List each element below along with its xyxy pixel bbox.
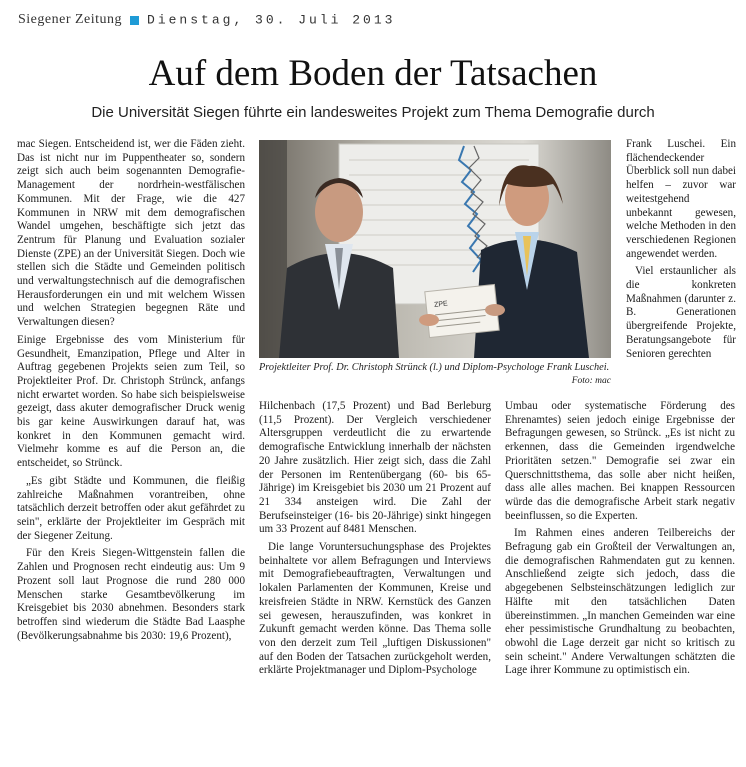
photo-illustration — [259, 140, 611, 358]
article-column-1 — [17, 138, 245, 643]
square-icon — [130, 16, 139, 25]
subheadline: Die Universität Siegen führte ein landesweites Projekt zum Thema Demografie durch — [91, 104, 655, 121]
photo-caption — [259, 362, 611, 387]
paragraph: Im Rahmen eines anderen Teilbereichs der Befragung gab ein Großteil der Verwaltungen an, die demografischen Rahmendaten gut zu kennen. Anschließend zeigte sich jedoch, dass die abgegebenen Selbsteinschätzungen lediglich zur Hälfte mit den tatsächlichen Daten übereinstimmen. „In manchen Gemeinden war eine eher pessimistische Grundhaltung zu beobachten, obwohl die Lage derzeit gar nicht so kritisch zu sein scheint." Andere Verwaltungen schätzten die Lage ihrer Kommune zu optimistisch ein. — [505, 527, 735, 677]
masthead — [18, 12, 728, 34]
caption-text: Projektleiter Prof. Dr. Christoph Strünck (l.) und Diplom-Psychologe Frank Luschei. — [259, 362, 610, 373]
article-photo — [259, 140, 611, 358]
headline: Auf dem Boden der Tatsachen — [148, 53, 598, 94]
paragraph: Frank Luschei. Ein flächendeckender Überblick soll nun dabei helfen – zuvor war weitestgehend unbekannt gewesen, welche Methoden in den verschiedenen Regionen angewendet werden. — [626, 138, 736, 260]
photo-credit: Foto: mac — [571, 375, 611, 386]
article-column-3 — [505, 400, 735, 678]
paragraph: Die lange Voruntersuchungsphase des Projektes beinhaltete vor allem Befragungen und Interviews mit Demografiebeauftragten, Verwaltungen und lokalen Parlamenten der Kommunen, Kreise und kreisfreien Städte in NRW. Kernstück des Ganzen sei gewesen, herauszufinden, was konkret in Zukunft gemacht werden könne. Das Thema solle von den derzeit zum Teil „luftigen Diskussionen" auf den Boden der Tatsachen zurückgeholt werden, erklärte Projektmanager und Diplom-Psychologe — [259, 541, 491, 677]
article-column-2 — [259, 400, 491, 678]
paragraph: Einige Ergebnisse des vom Ministerium für Gesundheit, Emanzipation, Pflege und Alter in Auftrag gegebenen Projekts seien zum Teil, so Projektleiter Prof. Dr. Christoph Strünck, anfangs nicht erwartet worden. So habe sich beispielsweise gezeigt, dass akuter demografischer Druck wenig bis gar keine Auswirkungen darauf hat, was konkret in den Kommunen gemacht wird. Vielmehr komme es auf die Person an, die entscheidet, so Strünck. — [17, 333, 245, 470]
certificate-title: ZPE — [433, 300, 449, 309]
paper-name: Siegener Zeitung — [18, 12, 123, 27]
paragraph: Viel erstaunlicher als die konkreten Maßnahmen (darunter z. B. Generationen übergreifende Projekte, Beratungsangebote für Senioren gerechten — [626, 265, 736, 360]
paragraph: mac Siegen. Entscheidend ist, wer die Fäden zieht. Das ist nicht nur im Puppentheater so, sondern zeigt sich auch beim sogenannten Demografie-Management der nordrhein-westfälischen Kommunen. Mit der Frage, wie die 427 Kommunen in NRW mit dem demografischen Wandel umgehen, beschäftigte sich jetzt das Zentrum für Planung und Evaluation sozialer Dienste (ZPE) an der Universität Siegen. Doch wie stellen sich die Städte und Gemeinden politisch und verwaltungstechnisch auf die demografischen Herausforderungen ein und mit welchem Wissen und welchen Strategien begegnen Räte und Verwaltungen diesen? — [17, 138, 245, 329]
paragraph: Für den Kreis Siegen-Wittgenstein fallen die Zahlen und Prognosen recht eindeutig aus: Um 9 Prozent soll laut Prognose die rund 280 000 Menschen starke Gesamtbevölkerung im Kreisgebiet bis 2030 abnehmen. Besonders stark betroffen sind wiederum die Städte Bad Laasphe (Bevölkerungsabnahme bis 2030: 19,6 Prozent), — [17, 547, 245, 642]
article-column-4 — [626, 138, 736, 361]
issue-date: Dienstag, 30. Juli 2013 — [147, 12, 396, 28]
paragraph: Hilchenbach (17,5 Prozent) und Bad Berleburg (11,5 Prozent). Der Vergleich verschiedener Altersgruppen verdeutlicht die zu erwartende demografische Entwicklung innerhalb der nächsten 20 Jahre zusätzlich. Hier zeigt sich, dass die Zahl der Personen im Rentenübergang (60- bis 65-Jährige) im Kreisgebiet bis 2030 um 21 Prozent auf 21 334 ansteigen wird. Die Zahl der Berufseinsteiger (16- bis 20-Jährige) sinkt hingegen um 33 Prozent auf 8481 Menschen. — [259, 400, 491, 536]
paragraph: „Es gibt Städte und Kommunen, die fleißig zahlreiche Maßnahmen vorantreiben, ohne tatsächlich derzeit betroffen oder akut gefährdet zu sein", erklärte der Projektleiter im Gespräch mit der Siegener Zeitung. — [17, 474, 245, 542]
paragraph: Umbau oder systematische Förderung des Ehrenamtes) seien jedoch einige Ergebnisse der Befragungen gewesen, so Strünck. „Es ist nicht zu erkennen, dass die Gemeinden irgendwelche Prioritäten setzen." Demografie sei zwar ein Querschnittsthema, das solle aber nicht heißen, dass alle alles machen. Bei knappen Ressourcen würde das die demografische Arbeit stark negativ beeinflussen, so die Experten. — [505, 400, 735, 522]
